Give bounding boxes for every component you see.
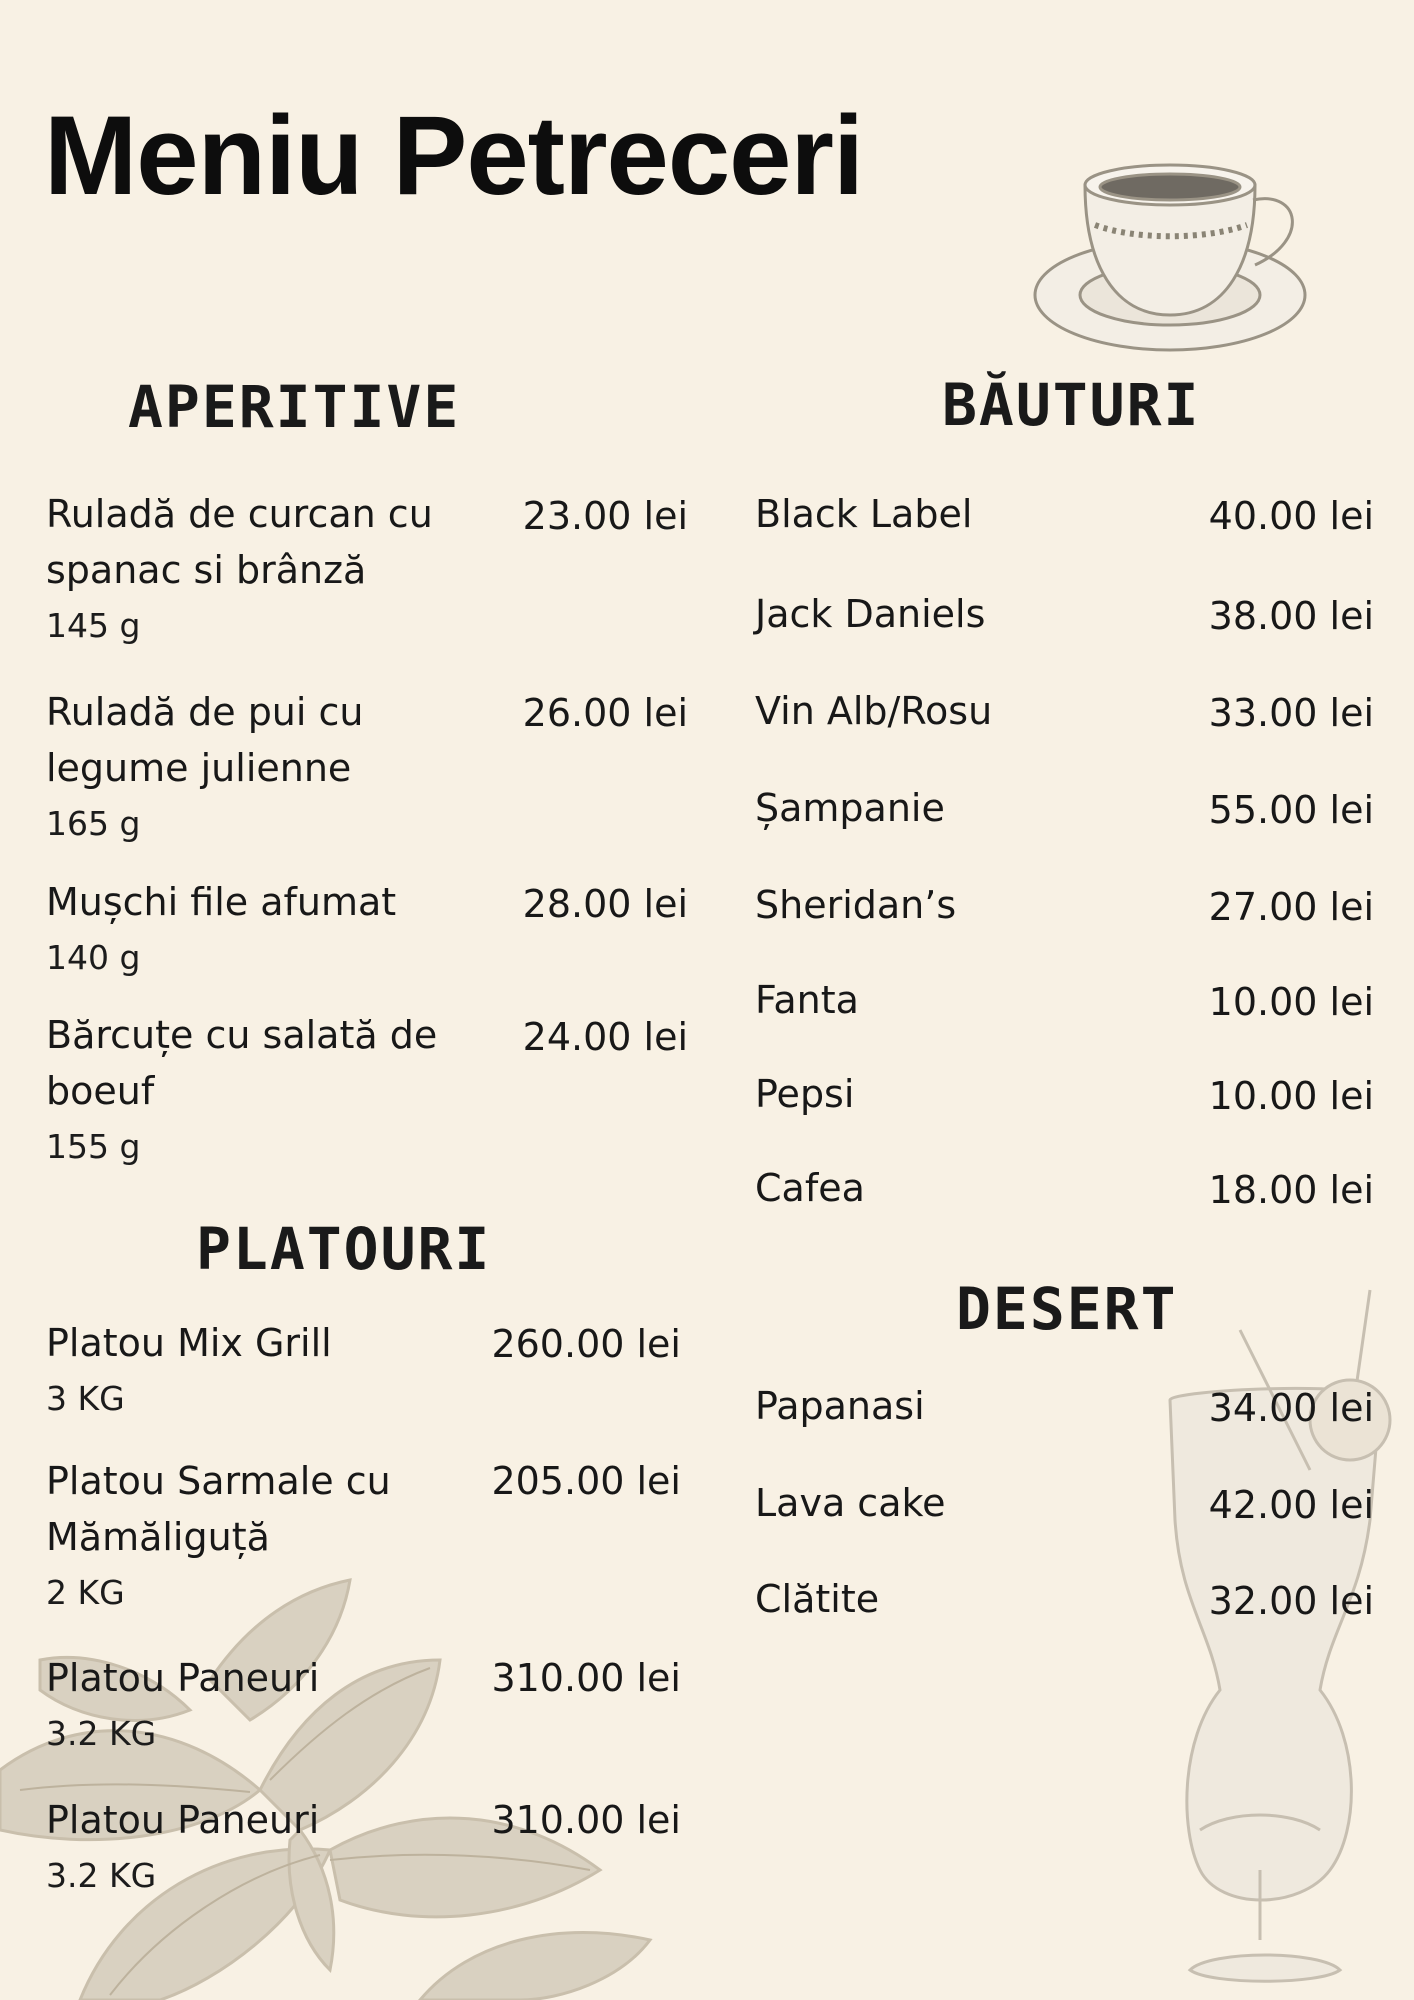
item-price: 40.00 lei (1208, 494, 1374, 538)
item-name-text: Vin Alb/Rosu (755, 689, 993, 733)
item-price: 33.00 lei (1208, 691, 1374, 735)
item-price: 23.00 lei (522, 494, 688, 538)
platouri-heading: PLATOURI (196, 1215, 492, 1283)
item-name (755, 1475, 946, 1531)
item-name-text: Șampanie (755, 786, 945, 830)
item-name (755, 877, 956, 933)
menu-item (46, 1007, 446, 1175)
item-price: 26.00 lei (522, 691, 688, 735)
item-name: Platou Paneuri (46, 1798, 320, 1842)
desert-heading: DESERT (956, 1275, 1178, 1343)
item-price: 24.00 lei (522, 1015, 688, 1059)
item-weight: 140 g (46, 938, 141, 977)
menu-item (46, 874, 476, 986)
item-price: 310.00 lei (491, 1656, 681, 1700)
item-name: Platou Sarmale cu Mămăliguță (46, 1459, 391, 1559)
item-name (755, 780, 945, 836)
item-weight: 3.2 KG (46, 1856, 157, 1895)
item-name: Ruladă de pui cu legume julienne (46, 690, 364, 790)
menu-item (46, 1453, 446, 1621)
item-name (755, 1066, 854, 1122)
item-name (755, 1160, 865, 1216)
item-name (755, 683, 992, 739)
item-price: 10.00 lei (1208, 1074, 1374, 1118)
menu-item (46, 486, 476, 654)
item-name-text: Papanasi (755, 1384, 925, 1428)
menu-item (46, 1792, 466, 1904)
item-name-text: Cafea (755, 1166, 865, 1210)
menu-item (46, 1315, 466, 1427)
item-price: 38.00 lei (1208, 594, 1374, 638)
item-name: Mușchi file afumat (46, 880, 397, 924)
item-name (755, 972, 859, 1028)
item-name-text: Sheridan’s (755, 883, 957, 927)
item-price: 310.00 lei (491, 1798, 681, 1842)
item-name-text: Fanta (755, 978, 859, 1022)
page-title: Meniu Petreceri (44, 93, 864, 218)
item-price: 10.00 lei (1208, 980, 1374, 1024)
item-name (755, 586, 985, 642)
item-name-text: Black Label (755, 492, 973, 536)
item-price: 27.00 lei (1208, 885, 1374, 929)
item-name-text: Clătite (755, 1577, 880, 1621)
item-price: 205.00 lei (491, 1459, 681, 1503)
item-name: Ruladă de curcan cu spanac si brânză (46, 492, 433, 592)
item-name-text: Jack Daniels (755, 592, 986, 636)
item-name (755, 1378, 925, 1434)
item-name: Platou Paneuri (46, 1656, 320, 1700)
item-weight: 2 KG (46, 1573, 125, 1612)
item-name: Bărcuțe cu salată de boeuf (46, 1013, 438, 1113)
menu-item (46, 1650, 466, 1762)
menu-item (46, 684, 476, 852)
item-weight: 3 KG (46, 1379, 125, 1418)
item-price: 260.00 lei (491, 1322, 681, 1366)
item-price: 34.00 lei (1208, 1386, 1374, 1430)
item-weight: 145 g (46, 606, 141, 645)
bauturi-heading: BĂUTURI (942, 371, 1201, 439)
item-weight: 155 g (46, 1127, 141, 1166)
aperitive-heading: APERITIVE (128, 373, 461, 441)
item-name-text: Pepsi (755, 1072, 855, 1116)
item-price: 42.00 lei (1208, 1483, 1374, 1527)
item-price: 28.00 lei (522, 882, 688, 926)
item-price: 18.00 lei (1208, 1168, 1374, 1212)
coffee-cup-icon (1025, 155, 1315, 365)
item-name (755, 486, 972, 542)
item-weight: 165 g (46, 804, 141, 843)
item-weight: 3.2 KG (46, 1714, 157, 1753)
item-price: 55.00 lei (1208, 788, 1374, 832)
item-price: 32.00 lei (1208, 1579, 1374, 1623)
item-name-text: Lava cake (755, 1481, 946, 1525)
item-name (755, 1571, 879, 1627)
item-name: Platou Mix Grill (46, 1321, 332, 1365)
